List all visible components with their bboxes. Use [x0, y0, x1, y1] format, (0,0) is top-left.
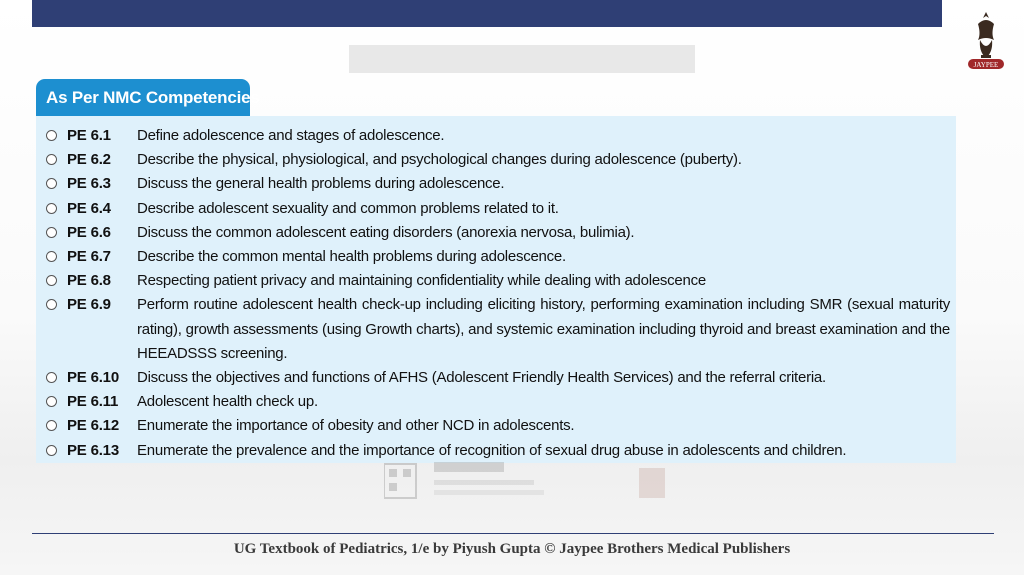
circle-bullet-icon — [46, 130, 57, 141]
footer-citation: UG Textbook of Pediatrics, 1/e by Piyush Gupta © Jaypee Brothers Medical Publishers — [233, 541, 791, 557]
logo-text: JAYPEE — [973, 61, 999, 69]
competency-description: Discuss the general health problems during adolescence. — [137, 175, 505, 193]
competency-code: PE 6.9 — [67, 296, 111, 314]
competency-item — [36, 197, 956, 221]
competency-description: Discuss the common adolescent eating disorders (anorexia nervosa, bulimia). — [137, 223, 635, 241]
competency-code: PE 6.10 — [67, 369, 119, 387]
circle-bullet-icon — [46, 203, 57, 214]
competency-description: Enumerate the prevalence and the importance of recognition of sexual drug abuse in adolescents and children. — [137, 441, 847, 459]
competency-code: PE 6.12 — [67, 417, 119, 435]
competency-description: Define adolescence and stages of adolescence. — [137, 127, 445, 144]
competency-code: PE 6.3 — [67, 175, 111, 193]
competency-code: PE 6.11 — [67, 393, 119, 411]
competency-description: Describe the physical, physiological, and psychological changes during adolescence (puberty). — [137, 151, 742, 169]
circle-bullet-icon — [46, 396, 57, 407]
circle-bullet-icon — [46, 154, 57, 165]
competency-item — [36, 245, 956, 269]
competency-description: Perform routine adolescent health check-up including eliciting history, performing examination including SMR (sexual maturity rating), growth assessments (using Growth charts), and systemic examination including thyroid and breast examination and the HEEADSSS screening. — [137, 296, 950, 362]
circle-bullet-icon — [46, 275, 57, 286]
competency-code: PE 6.8 — [67, 272, 111, 290]
circle-bullet-icon — [46, 251, 57, 262]
footer-divider — [32, 533, 994, 534]
watermark-banner — [349, 45, 695, 73]
competency-description: Adolescent health check up. — [137, 393, 318, 411]
circle-bullet-icon — [46, 420, 57, 431]
faded-watermark-logos — [384, 462, 684, 502]
section-tab — [36, 79, 260, 117]
competency-item — [36, 439, 956, 463]
competencies-panel — [36, 116, 956, 463]
competency-code: PE 6.1 — [67, 127, 111, 144]
competency-description: Discuss the objectives and functions of AFHS (Adolescent Friendly Health Services) and the referral criteria. — [137, 369, 826, 387]
circle-bullet-icon — [46, 178, 57, 189]
competency-code: PE 6.7 — [67, 248, 111, 266]
competency-item — [36, 390, 956, 414]
competency-list — [36, 124, 956, 463]
competency-item — [36, 366, 956, 390]
circle-bullet-icon — [46, 445, 57, 456]
competency-code: PE 6.6 — [67, 223, 111, 241]
competency-description: Respecting patient privacy and maintaining confidentiality while dealing with adolescence — [137, 272, 706, 290]
competency-item — [36, 221, 956, 245]
circle-bullet-icon — [46, 372, 57, 383]
competency-description: Describe the common mental health problems during adolescence. — [137, 248, 566, 266]
competency-item — [36, 293, 956, 366]
competency-code: PE 6.13 — [67, 441, 119, 459]
competency-description: Describe adolescent sexuality and common problems related to it. — [137, 199, 559, 217]
competency-item — [36, 269, 956, 293]
section-title: As Per NMC Competencies — [46, 88, 260, 107]
competency-code: PE 6.4 — [67, 199, 111, 217]
circle-bullet-icon — [46, 299, 57, 310]
competency-item — [36, 124, 956, 148]
competency-description: Enumerate the importance of obesity and other NCD in adolescents. — [137, 417, 575, 435]
competency-item — [36, 414, 956, 438]
competency-code: PE 6.2 — [67, 151, 111, 169]
competency-item — [36, 172, 956, 196]
circle-bullet-icon — [46, 227, 57, 238]
header-bar — [32, 0, 942, 27]
competency-item — [36, 148, 956, 172]
jaypee-logo — [964, 10, 1008, 72]
